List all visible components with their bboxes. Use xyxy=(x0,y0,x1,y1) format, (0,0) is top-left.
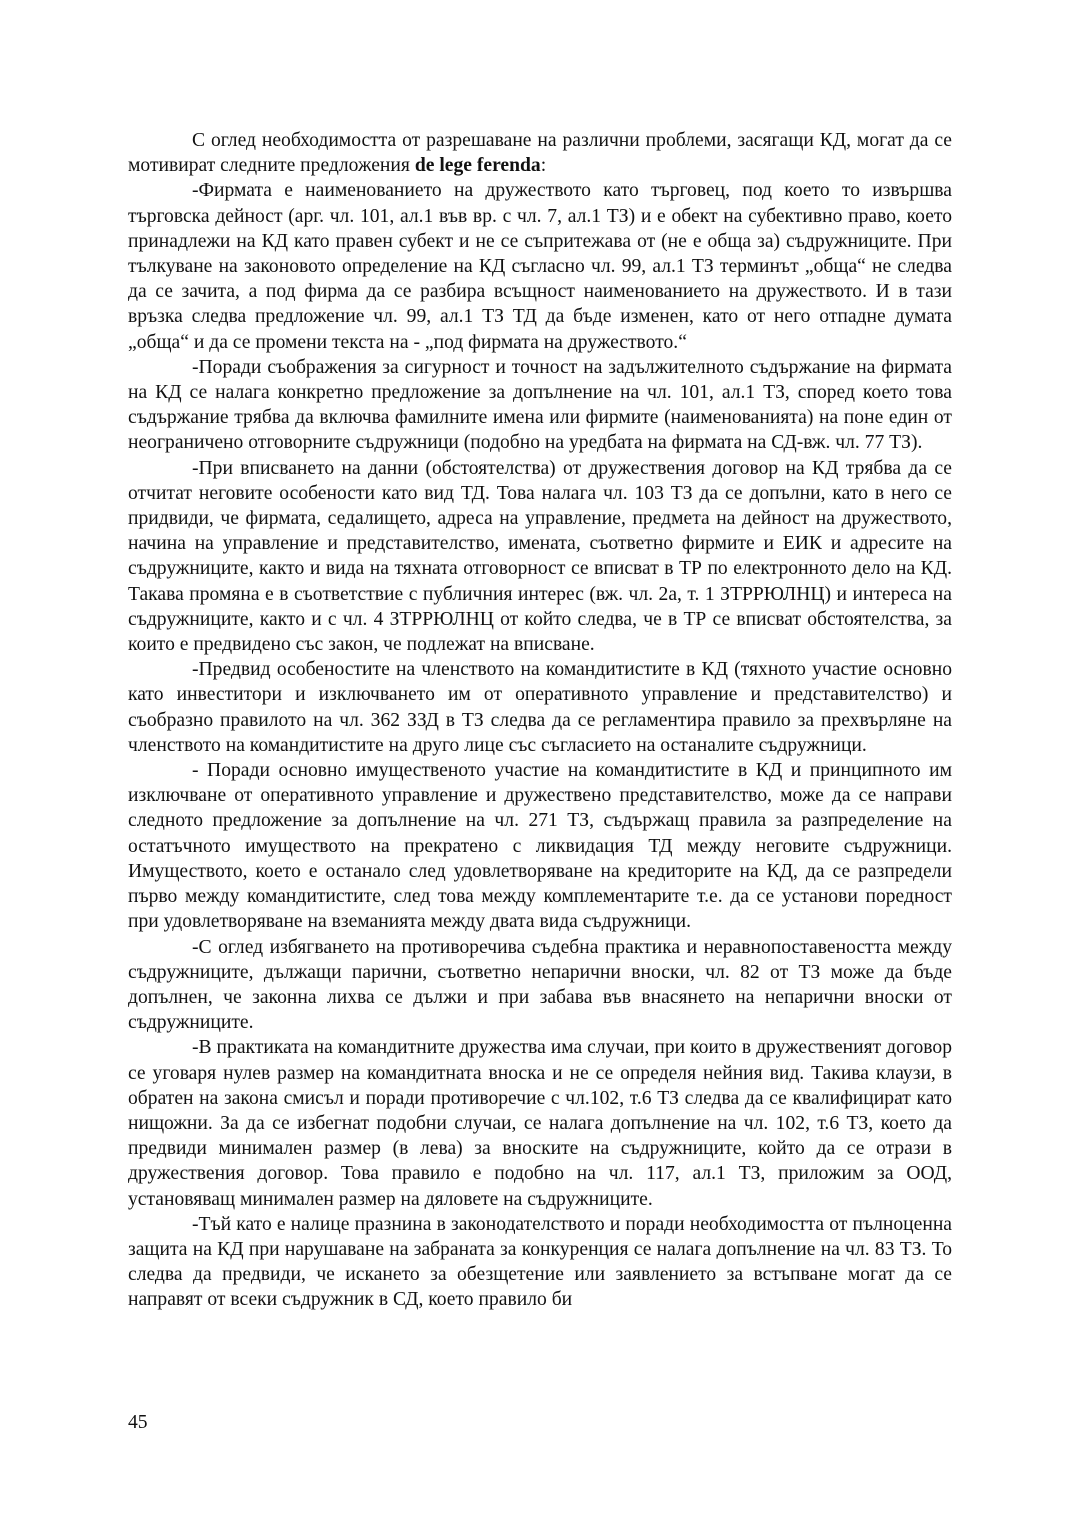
proposal-paragraph-5: - Поради основно имущественото участие на командитистите в КД и принципното им изключване от оперативното управление и дружествено представителство, може да се направи следното предложение за допълнение на чл. 271 ТЗ, съдържащ правила за разпределение на остатъчното имуществото на прекратено с ликвидация ТД между неговите съдружници. Имуществото, което е останало след удовлетворяване на кредиторите на КД, да се разпредели първо между командитистите, след това между комплементарите т.е. да се установи поредност при удовлетворяване на вземанията между двата вида съдружници. xyxy=(128,760,952,933)
intro-text: С оглед необходимостта от разрешаване на различни проблеми, засягащи КД, могат да се мотивират следните предложения xyxy=(128,130,952,177)
proposal-paragraph-7: -В практиката на командитните дружества има случаи, при които в дружественият договор се уговаря нулев размер на командитната вноска и не се определя нейния вид. Такива клаузи, в обратен на закона смисъл и поради противоречие с чл.102, т.6 ТЗ следва да се квалифицират като нищожни. За да се избегнат подобни случаи, се налага допълнение на чл. 102, т.6 ТЗ, което да предвиди минимален размер (в лева) за вноските на съдружниците, който да се отрази в дружествения договор. Това правило е подобно на чл. 117, ал.1 ТЗ, приложим за ООД, установяващ минимален размер на дяловете на съдружниците. xyxy=(128,1037,952,1210)
page-body xyxy=(128,128,952,1313)
proposal-paragraph-4: -Предвид особеностите на членството на командитистите в КД (тяхното участие основно като инвеститори и изключването им от оперативното управление и представителство) и съобразно правилото на чл. 362 ЗЗД в ТЗ следва да се регламентира правило за прехвърляне на членството на командитистите на друго лице със съгласието на останалите съдружници. xyxy=(128,659,952,756)
intro-bold-term: de lege ferenda xyxy=(414,155,541,177)
page-number: 45 xyxy=(128,1412,148,1433)
proposal-paragraph-2: -Поради съображения за сигурност и точност на задължителното съдържание на фирмата на КД се налага конкретно предложение за допълнение на чл. 101, ал.1 ТЗ, според което това съдържание трябва да включва фамилните имена или фирмите (наименованията) на поне един от неограничено отговорните съдружници (подобно на уредбата на фирмата на СД-вж. чл. 77 ТЗ). xyxy=(128,356,952,454)
proposal-paragraph-1: -Фирмата е наименованието на дружеството като търговец, под което то извършва търговска дейност (арг. чл. 101, ал.1 във вр. с чл. 7, ал.1 ТЗ) и е обект на субективно право, което принадлежи на КД като правен субект и не се съпритежава от (не е обща за) съдружниците. При тълкуване на законовото определение на КД съгласно чл. 99, ал.1 ТЗ терминът „обща“ не следва да се зачита, а под фирма да се разбира всъщност наименованието на дружеството. И в тази връзка следва предложение чл. 99, ал.1 ТЗ ТД да бъде изменен, като от него отпадне думата „обща“ и да се промени текста на - „под фирмата на дружеството.“ xyxy=(128,180,952,353)
proposal-paragraph-8: -Тъй като е налице празнина в законодателството и поради необходимостта от пълноценна защита на КД при нарушаване на забраната за конкуренция се налага допълнение на чл. 83 ТЗ. То следва да предвиди, че искането за обезщетение или заявлението за встъпване могат да се направят от всеки съдружник в СД, което правило би xyxy=(128,1213,952,1311)
intro-colon: : xyxy=(540,155,547,177)
proposal-paragraph-3: -При вписването на данни (обстоятелства) от дружествения договор на КД трябва да се отчитат неговите особености като вид ТД. Това налага чл. 103 ТЗ да се допълни, като в него се придвиди, че фирмата, седалището, адреса на управление, предмета на дейност на дружеството, начина на управление и представителство, имената, съответно фирмите и ЕИК и адресите на съдружниците, както и вида на тяхната отговорност се вписват в ТР по електронното дело на КД. Такава промяна е в съответствие с публичния интерес (вж. чл. 2а, т. 1 ЗТРРЮЛНЦ) и интереса на съдружниците, както и с чл. 4 ЗТРРЮЛНЦ от който следва, че в ТР се вписват обстоятелства, за които е предвидено със закон, че подлежат на вписване. xyxy=(128,457,952,656)
intro-paragraph xyxy=(128,128,952,178)
proposal-paragraph-6: -С оглед избягването на противоречива съдебна практика и неравнопоставеността между съдружниците, дължащи парични, съответно непарични вноски, чл. 82 от ТЗ може да бъде допълнен, че законна лихва се дължи и при забава във внасянето на непарични вноски от съдружниците. xyxy=(128,936,952,1034)
